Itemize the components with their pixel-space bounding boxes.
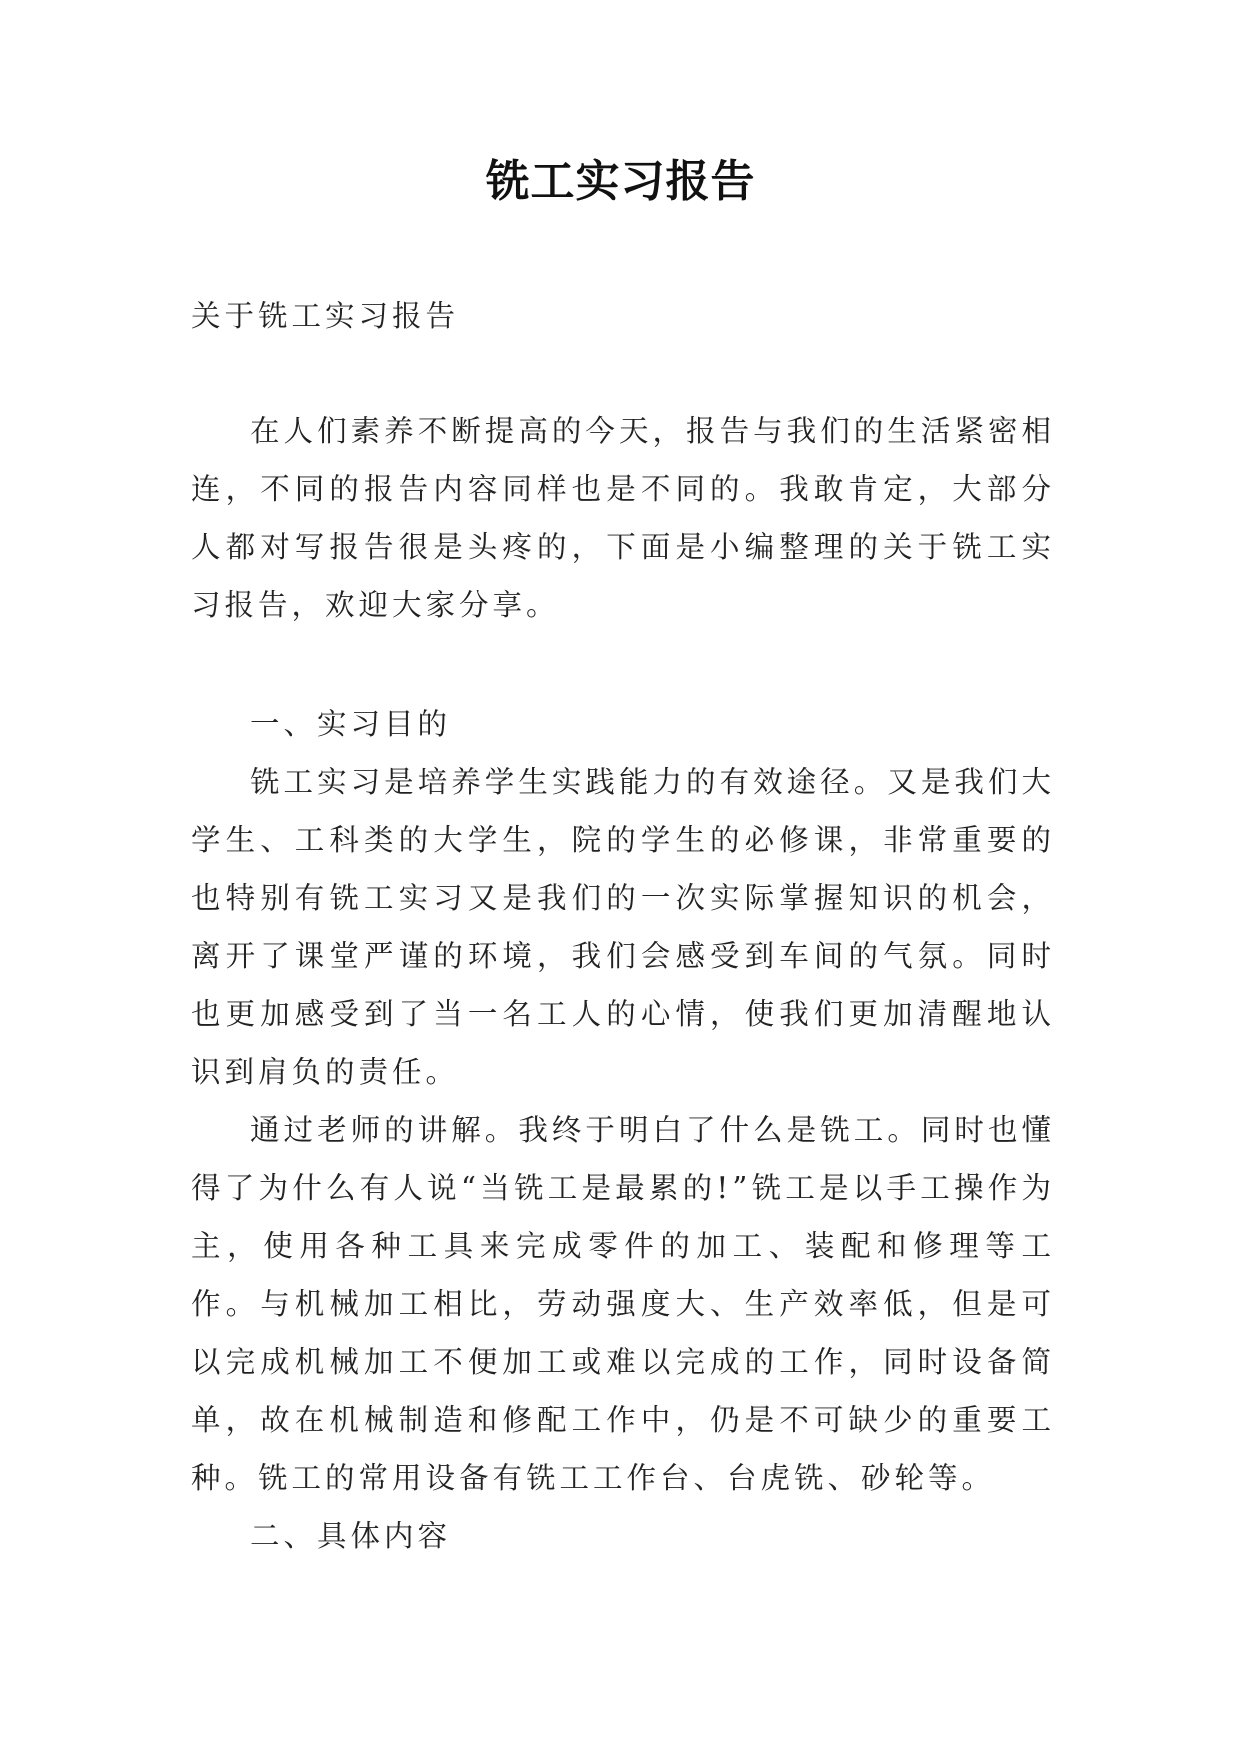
intro-paragraph: 在人们素养不断提高的今天，报告与我们的生活紧密相连，不同的报告内容同样也是不同的。我敢肯定，大部分人都对写报告很是头疼的，下面是小编整理的关于铣工实习报告，欢迎大家分享。 <box>191 414 1055 622</box>
body-paragraph: 通过老师的讲解。我终于明白了什么是铣工。同时也懂得了为什么有人说“当铣工是最累的!”铣工是以手工操作为主，使用各种工具来完成零件的加工、装配和修理等工作。与机械加工相比，劳动强度大、生产效率低，但是可以完成机械加工不便加工或难以完成的工作，同时设备简单，故在机械制造和修配工作中，仍是不可缺少的重要工种。铣工的常用设备有铣工工作台、台虎铣、砂轮等。 <box>191 1113 1055 1495</box>
body-paragraph: 铣工实习是培养学生实践能力的有效途径。又是我们大学生、工科类的大学生，院的学生的必修课，非常重要的也特别有铣工实习又是我们的一次实际掌握知识的机会，离开了课堂严谨的环境，我们会感受到车间的气氛。同时也更加感受到了当一名工人的心情，使我们更加清醒地认识到肩负的责任。 <box>191 765 1055 1089</box>
document-title: 铣工实习报告 <box>485 156 756 207</box>
document-body <box>191 695 1055 1565</box>
section-heading-purpose: 一、实习目的 <box>250 707 452 741</box>
document-subtitle: 关于铣工实习报告 <box>191 299 460 333</box>
section-heading-content: 二、具体内容 <box>250 1519 452 1553</box>
